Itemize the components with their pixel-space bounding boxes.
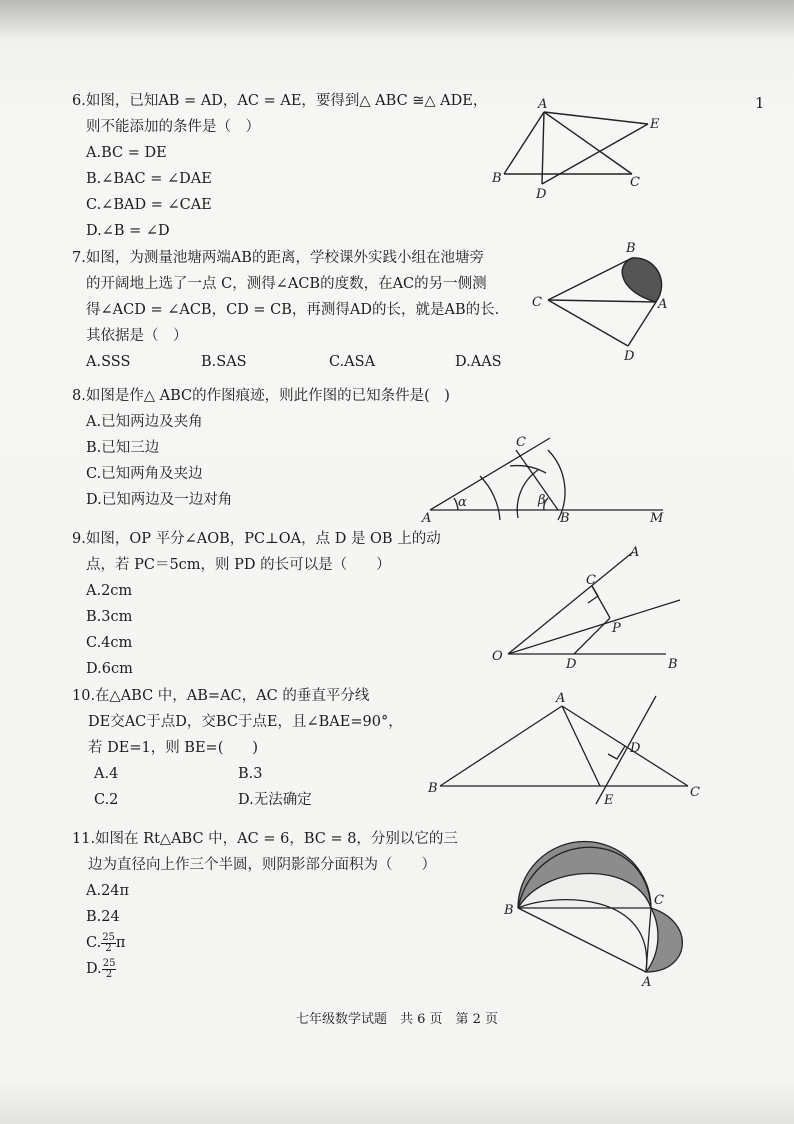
option-c-fraction [101,933,116,954]
question-10 [72,683,403,813]
label-beta: β [538,493,546,508]
question-7-line: 其依据是（ ） [86,328,188,344]
label-d: D [566,657,577,672]
question-10-line: 10.在△ABC 中，AB=AC，AC 的垂直平分线 [72,688,370,704]
question-8-line: 8.如图是作△ ABC的作图痕迹，则此作图的已知条件是( ) [72,388,450,404]
question-7-option-a: A.SSS [86,354,131,370]
question-8-option-c: C.已知两角及夹边 [86,466,203,482]
question-7 [72,245,502,375]
label-b: B [668,657,678,672]
option-d-prefix: D. [86,961,102,977]
label-e: E [604,793,614,808]
question-11-figure [496,832,696,992]
label-b: B [626,241,636,256]
question-10-option-d: D.无法确定 [238,792,312,808]
question-10-option-b: B.3 [238,766,263,782]
question-6-option-b: B.∠BAC = ∠DAE [86,171,212,187]
question-9-line: 点，若 PC＝5cm，则 PD 的长可以是（ ） [86,557,391,573]
question-7-options [72,349,502,375]
question-7-option-c: C.ASA [329,354,376,370]
label-e: E [650,117,660,132]
question-9-option-a: A.2cm [86,583,133,599]
option-c-numerator: 25 [102,931,115,943]
question-7-line: 的开阔地上选了一点 C，测得∠ACB的度数，在AC的另一侧测 [86,276,487,292]
label-b: B [492,171,502,186]
label-d: D [536,187,547,202]
question-9-option-d: D.6cm [86,661,133,677]
question-6-line: 6.如图，已知AB = AD，AC = AE，要得到△ ABC ≅△ ADE， [72,93,488,109]
option-c-denominator: 2 [105,942,112,954]
label-b: B [428,781,438,796]
question-11-option-c [72,930,458,956]
question-6-option-d: D.∠B = ∠D [86,223,170,239]
question-8-option-d: D.已知两边及一边对角 [86,492,233,508]
label-c: C [630,175,640,190]
question-9-option-c: C.4cm [86,635,133,651]
question-6-option-c: C.∠BAD = ∠CAE [86,197,212,213]
label-d: D [624,349,635,364]
question-8-option-b: B.已知三边 [86,440,160,456]
page-footer: 七年级数学试题 共 6 页 第 2 页 [295,1012,499,1027]
question-10-option-a: A.4 [94,766,119,782]
question-11-line: 边为直径向上作三个半圆，则阴影部分面积为（ ） [88,857,436,873]
label-a: A [658,297,668,312]
option-c-prefix: C. [86,935,102,951]
label-b: B [560,511,570,526]
label-a: A [538,97,548,112]
question-10-options-row-1 [72,761,403,787]
label-d: D [630,741,641,756]
question-9-option-b: B.3cm [86,609,133,625]
question-10-line: 若 DE=1，则 BE=( ) [88,740,259,756]
question-11-option-d [72,956,458,982]
label-a: A [630,545,640,560]
label-b: B [504,903,514,918]
question-11-option-b: B.24 [86,909,120,925]
question-6-option-a: A.BC = DE [86,145,167,161]
label-c: C [690,785,700,800]
question-9 [72,526,441,682]
question-7-option-b: B.SAS [201,354,247,370]
question-11 [72,826,458,982]
label-m: M [650,511,664,526]
question-9-line: 9.如图，OP 平分∠AOB，PC⊥OA，点 D 是 OB 上的动 [72,531,441,547]
page-number: 1 [755,94,765,112]
label-a: A [642,975,652,990]
label-c: C [532,295,542,310]
label-a: A [556,691,566,706]
question-8 [72,383,450,513]
question-10-option-c: C.2 [94,792,119,808]
question-7-line: 7.如图，为测量池塘两端AB的距离，学校课外实践小组在池塘旁 [72,250,484,266]
question-7-option-d: D.AAS [455,354,502,370]
label-o: O [492,649,503,664]
question-11-line: 11.如图在 Rt△ABC 中，AC = 6，BC = 8，分别以它的三 [72,831,458,847]
question-8-option-a: A.已知两边及夹角 [86,414,203,430]
question-10-figure [420,692,705,812]
question-10-line: DE交AC于点D，交BC于点E，且∠BAE=90°， [88,714,403,730]
question-7-figure [528,238,678,368]
option-c-suffix: π [115,935,126,951]
question-6-line: 则不能添加的条件是（ ） [86,119,260,135]
label-c: C [516,435,526,450]
option-d-fraction [102,959,117,980]
option-d-numerator: 25 [102,957,116,969]
question-11-option-a: A.24π [86,883,130,899]
question-7-line: 得∠ACD = ∠ACB，CD = CB，再测得AD的长，就是AB的长. [86,302,500,318]
option-d-denominator: 2 [105,968,113,980]
question-6 [72,88,487,244]
question-8-figure [418,418,678,528]
label-a: A [422,511,432,526]
label-alpha: α [458,495,467,510]
label-p: P [612,621,621,636]
question-10-options-row-2 [72,787,403,813]
label-c: C [654,893,664,908]
question-6-figure [488,96,678,206]
label-c: C [586,573,596,588]
question-9-figure [488,540,688,675]
